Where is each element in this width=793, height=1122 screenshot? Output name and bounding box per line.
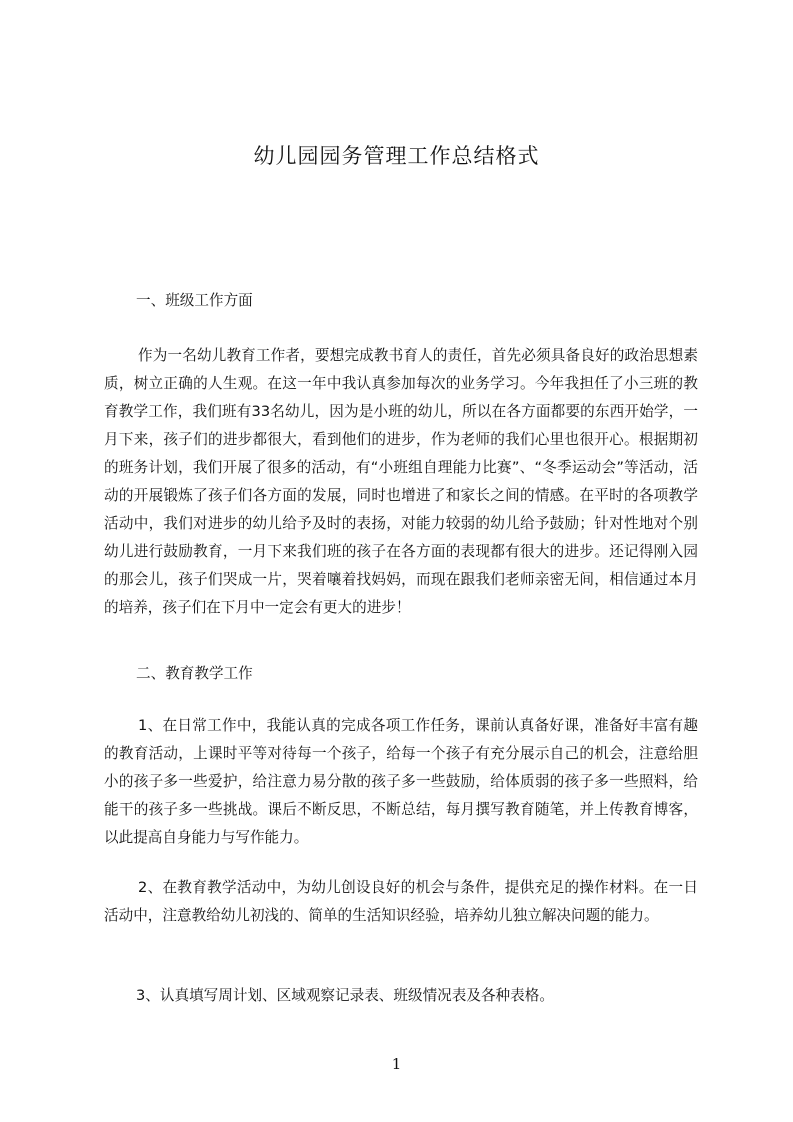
page-number: 1: [391, 1055, 402, 1073]
section2-item-2: 2、在教育教学活动中，为幼儿创设良好的机会与条件，提供充足的操作材料。在一日活动中，注意教给幼儿初浅的、简单的生活知识经验，培养幼儿独立解决问题的能力。: [104, 879, 698, 924]
section2-item-1: 1、在日常工作中，我能认真的完成各项工作任务，课前认真备好课，准备好丰富有趣的教育活动，上课时平等对待每一个孩子，给每一个孩子有充分展示自己的机会，注意给胆小的孩子多一些爱护，给注意力易分散的孩子多一些鼓励，给体质弱的孩子多一些照料，给能干的孩子多一些挑战。课后不断反思，不断总结，每月撰写教育随笔，并上传教育博客，以此提高自身能力与写作能力。: [104, 717, 698, 846]
section2-item-3: 3、认真填写周计划、区域观察记录表、班级情况表及各种表格。: [136, 987, 554, 1004]
document-title: 幼儿园园务管理工作总结格式: [253, 144, 540, 168]
section1-heading: 一、班级工作方面: [136, 292, 253, 309]
section2-heading: 二、教育教学工作: [136, 665, 253, 682]
section1-paragraph: 作为一名幼儿教育工作者，要想完成教书育人的责任，首先必须具备良好的政治思想素质，树立正确的人生观。在这一年中我认真参加每次的业务学习。今年我担任了小三班的教育教学工作，我们班有33名幼儿，因为是小班的幼儿，所以在各方面都要的东西开始学，一月下来，孩子们的进步都很大，看到他们的进步，作为老师的我们心里也很开心。根据期初的班务计划，我们开展了很多的活动，有“小班组自理能力比赛”、“冬季运动会”等活动，活动的开展锻炼了孩子们各方面的发展，同时也增进了和家长之间的情感。在平时的各项教学活动中，我们对进步的幼儿给予及时的表扬，对能力较弱的幼儿给予鼓励；针对性地对个别幼儿进行鼓励教育，一月下来我们班的孩子在各方面的表现都有很大的进步。还记得刚入园的那会儿，孩子们哭成一片，哭着嚷着找妈妈，而现在跟我们老师亲密无间，相信通过本月的培养，孩子们在下月中一定会有更大的进步！: [104, 347, 698, 616]
